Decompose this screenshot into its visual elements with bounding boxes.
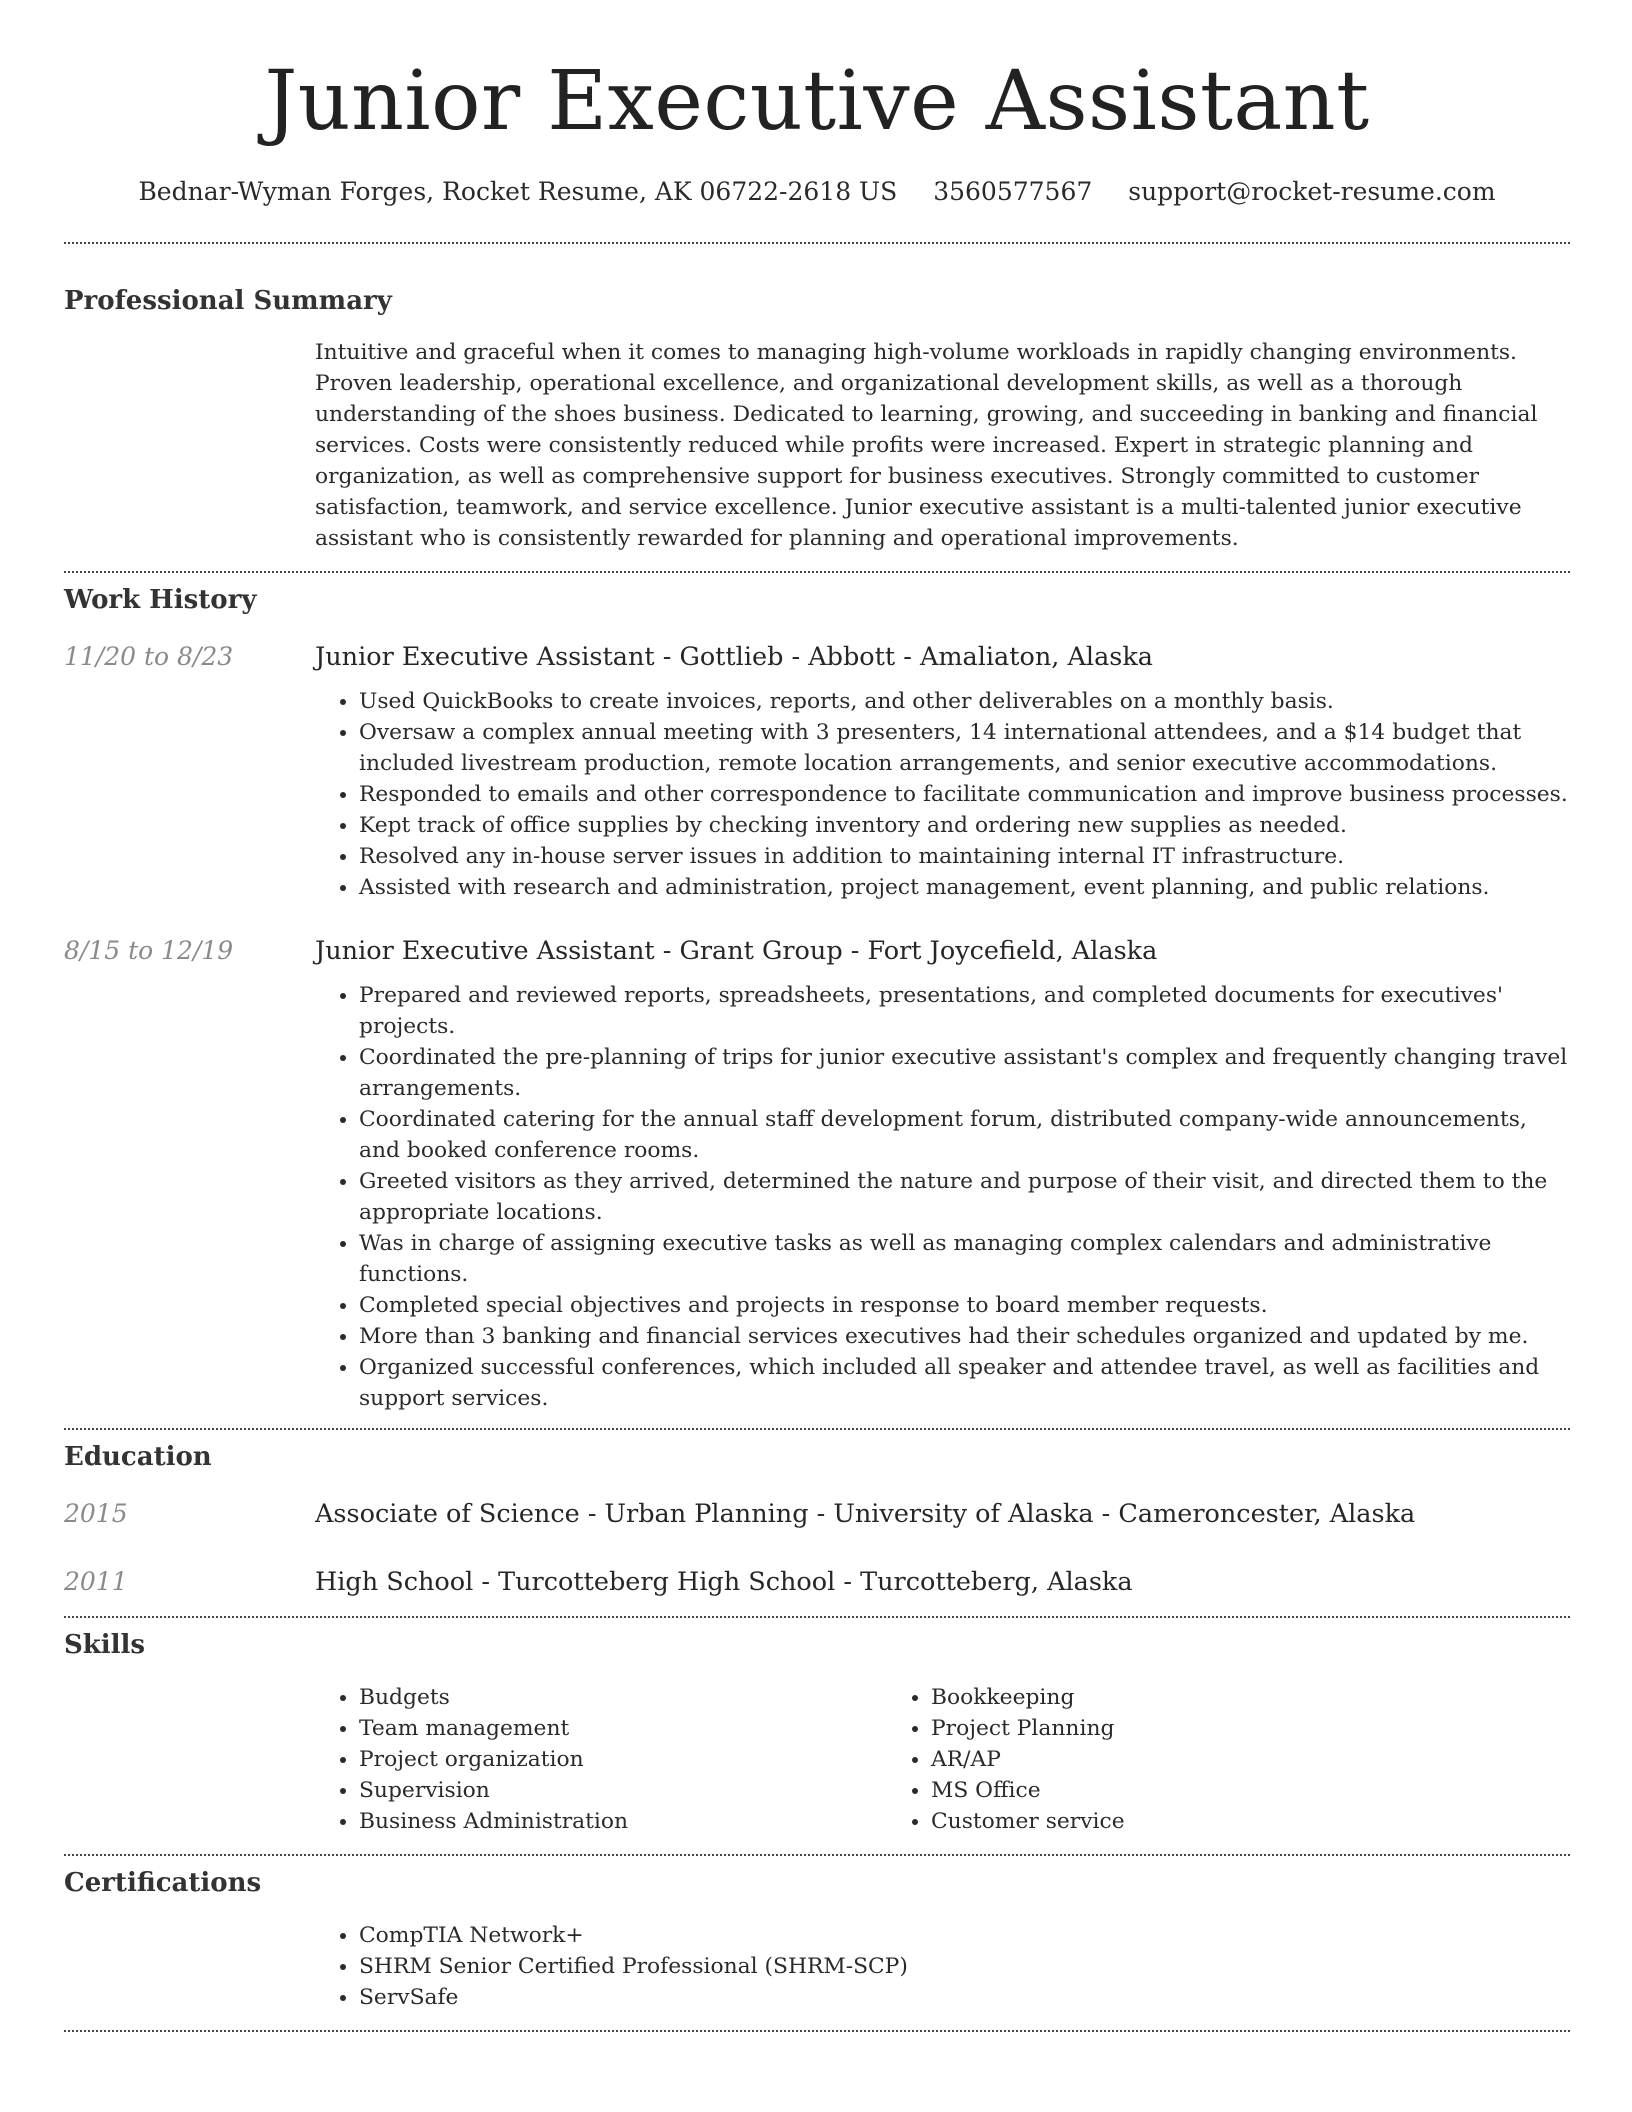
list-item: • More than 3 banking and financial services executives had their schedules organized and updated by me.: [359, 1321, 1570, 1352]
list-item: • Bookkeeping: [931, 1682, 1459, 1713]
education-year: 2011: [64, 1567, 128, 1596]
list-item: • Team management: [359, 1713, 887, 1744]
certifications-section: [64, 1866, 1570, 2013]
summary-title: Professional Summary: [64, 286, 392, 316]
list-item: • Used QuickBooks to create invoices, reports, and other deliverables on a monthly basis.: [359, 686, 1570, 717]
divider: [64, 242, 1570, 244]
job-bullets: [315, 686, 1570, 903]
skills-column-left: [315, 1682, 887, 1837]
resume-page: [64, 0, 1570, 2032]
list-item: • Supervision: [359, 1775, 887, 1806]
list-item: • Prepared and reviewed reports, spreadsheets, presentations, and completed documents for executives' projects.: [359, 980, 1570, 1042]
list-item: • Greeted visitors as they arrived, determined the nature and purpose of their visit, and directed them to the appropriate locations.: [359, 1166, 1570, 1228]
divider: [64, 571, 1570, 573]
list-item: • Business Administration: [359, 1806, 887, 1837]
job-entry: [64, 640, 1570, 903]
list-item: • Oversaw a complex annual meeting with 3 presenters, 14 international attendees, and a $14 budget that included livestream production, remote location arrangements, and senior executive accommodations.: [359, 717, 1570, 779]
list-item: • MS Office: [931, 1775, 1459, 1806]
list-item: • Customer service: [931, 1806, 1459, 1837]
education-year: 2015: [64, 1499, 128, 1528]
resume-name: Junior Executive Assistant: [264, 54, 1370, 149]
list-item: • Was in charge of assigning executive tasks as well as managing complex calendars and administrative functions.: [359, 1228, 1570, 1290]
education-title-line: Associate of Science - Urban Planning - University of Alaska - Cameroncester, Alaska: [315, 1499, 1416, 1529]
job-title: Junior Executive Assistant - Gottlieb - Abbott - Amaliaton, Alaska: [315, 642, 1154, 672]
job-title: Junior Executive Assistant - Grant Group - Fort Joycefield, Alaska: [315, 936, 1158, 966]
skills-grid: [315, 1682, 1570, 1837]
list-item: • Project organization: [359, 1744, 887, 1775]
list-item: • Kept track of office supplies by checking inventory and ordering new supplies as needed.: [359, 810, 1570, 841]
list-item: • SHRM Senior Certified Professional (SHRM-SCP): [359, 1951, 1570, 1982]
certifications-title: Certifications: [64, 1868, 262, 1898]
list-item: • Organized successful conferences, which included all speaker and attendee travel, as well as facilities and support services.: [359, 1352, 1570, 1414]
list-item: • Responded to emails and other correspondence to facilitate communication and improve business processes.: [359, 779, 1570, 810]
contact-phone: 3560577567: [933, 177, 1093, 206]
divider: [64, 2030, 1570, 2032]
list-item: • AR/AP: [931, 1744, 1459, 1775]
education-title-line: High School - Turcotteberg High School - Turcotteberg, Alaska: [315, 1567, 1133, 1597]
skills-column-right: [887, 1682, 1459, 1837]
job-bullets: [315, 980, 1570, 1414]
list-item: • Assisted with research and administration, project management, event planning, and public relations.: [359, 872, 1570, 903]
list-item: • Budgets: [359, 1682, 887, 1713]
certifications-list: [315, 1920, 1570, 2013]
divider: [64, 1616, 1570, 1618]
work-history-title: Work History: [64, 585, 257, 615]
list-item: • Project Planning: [931, 1713, 1459, 1744]
divider: [64, 1854, 1570, 1856]
education-entry: [64, 1497, 1570, 1531]
list-item: • Coordinated the pre-planning of trips for junior executive assistant's complex and frequently changing travel arrangements.: [359, 1042, 1570, 1104]
job-dates: 8/15 to 12/19: [64, 936, 234, 965]
list-item: • ServSafe: [359, 1982, 1570, 2013]
skills-section: [64, 1628, 1570, 1837]
work-history-section: [64, 583, 1570, 1414]
summary-section: [64, 284, 1570, 554]
summary-text: Intuitive and graceful when it comes to managing high-volume workloads in rapidly changing environments. Proven leadership, operational excellence, and organizational development skills, as well as a thorough understanding of the shoes business. Dedicated to learning, growing, and succeeding in banking and financial services. Costs were consistently reduced while profits were increased. Expert in strategic planning and organization, as well as comprehensive support for business executives. Strongly committed to customer satisfaction, teamwork, and service excellence. Junior executive assistant is a multi-talented junior executive assistant who is consistently rewarded for planning and operational improvements.: [315, 340, 1538, 551]
list-item: • Coordinated catering for the annual staff development forum, distributed company-wide announcements, and booked conference rooms.: [359, 1104, 1570, 1166]
education-section: [64, 1440, 1570, 1599]
list-item: • CompTIA Network+: [359, 1920, 1570, 1951]
contact-address: Bednar-Wyman Forges, Rocket Resume, AK 06722-2618 US: [138, 177, 898, 206]
job-entry: [64, 934, 1570, 1414]
education-title: Education: [64, 1442, 212, 1472]
skills-title: Skills: [64, 1630, 146, 1660]
divider: [64, 1428, 1570, 1430]
contact-email: support@rocket-resume.com: [1128, 177, 1496, 206]
list-item: • Completed special objectives and projects in response to board member requests.: [359, 1290, 1570, 1321]
list-item: • Resolved any in-house server issues in addition to maintaining internal IT infrastructure.: [359, 841, 1570, 872]
contact-line: [64, 172, 1570, 212]
job-dates: 11/20 to 8/23: [64, 642, 234, 671]
education-entry: [64, 1565, 1570, 1599]
